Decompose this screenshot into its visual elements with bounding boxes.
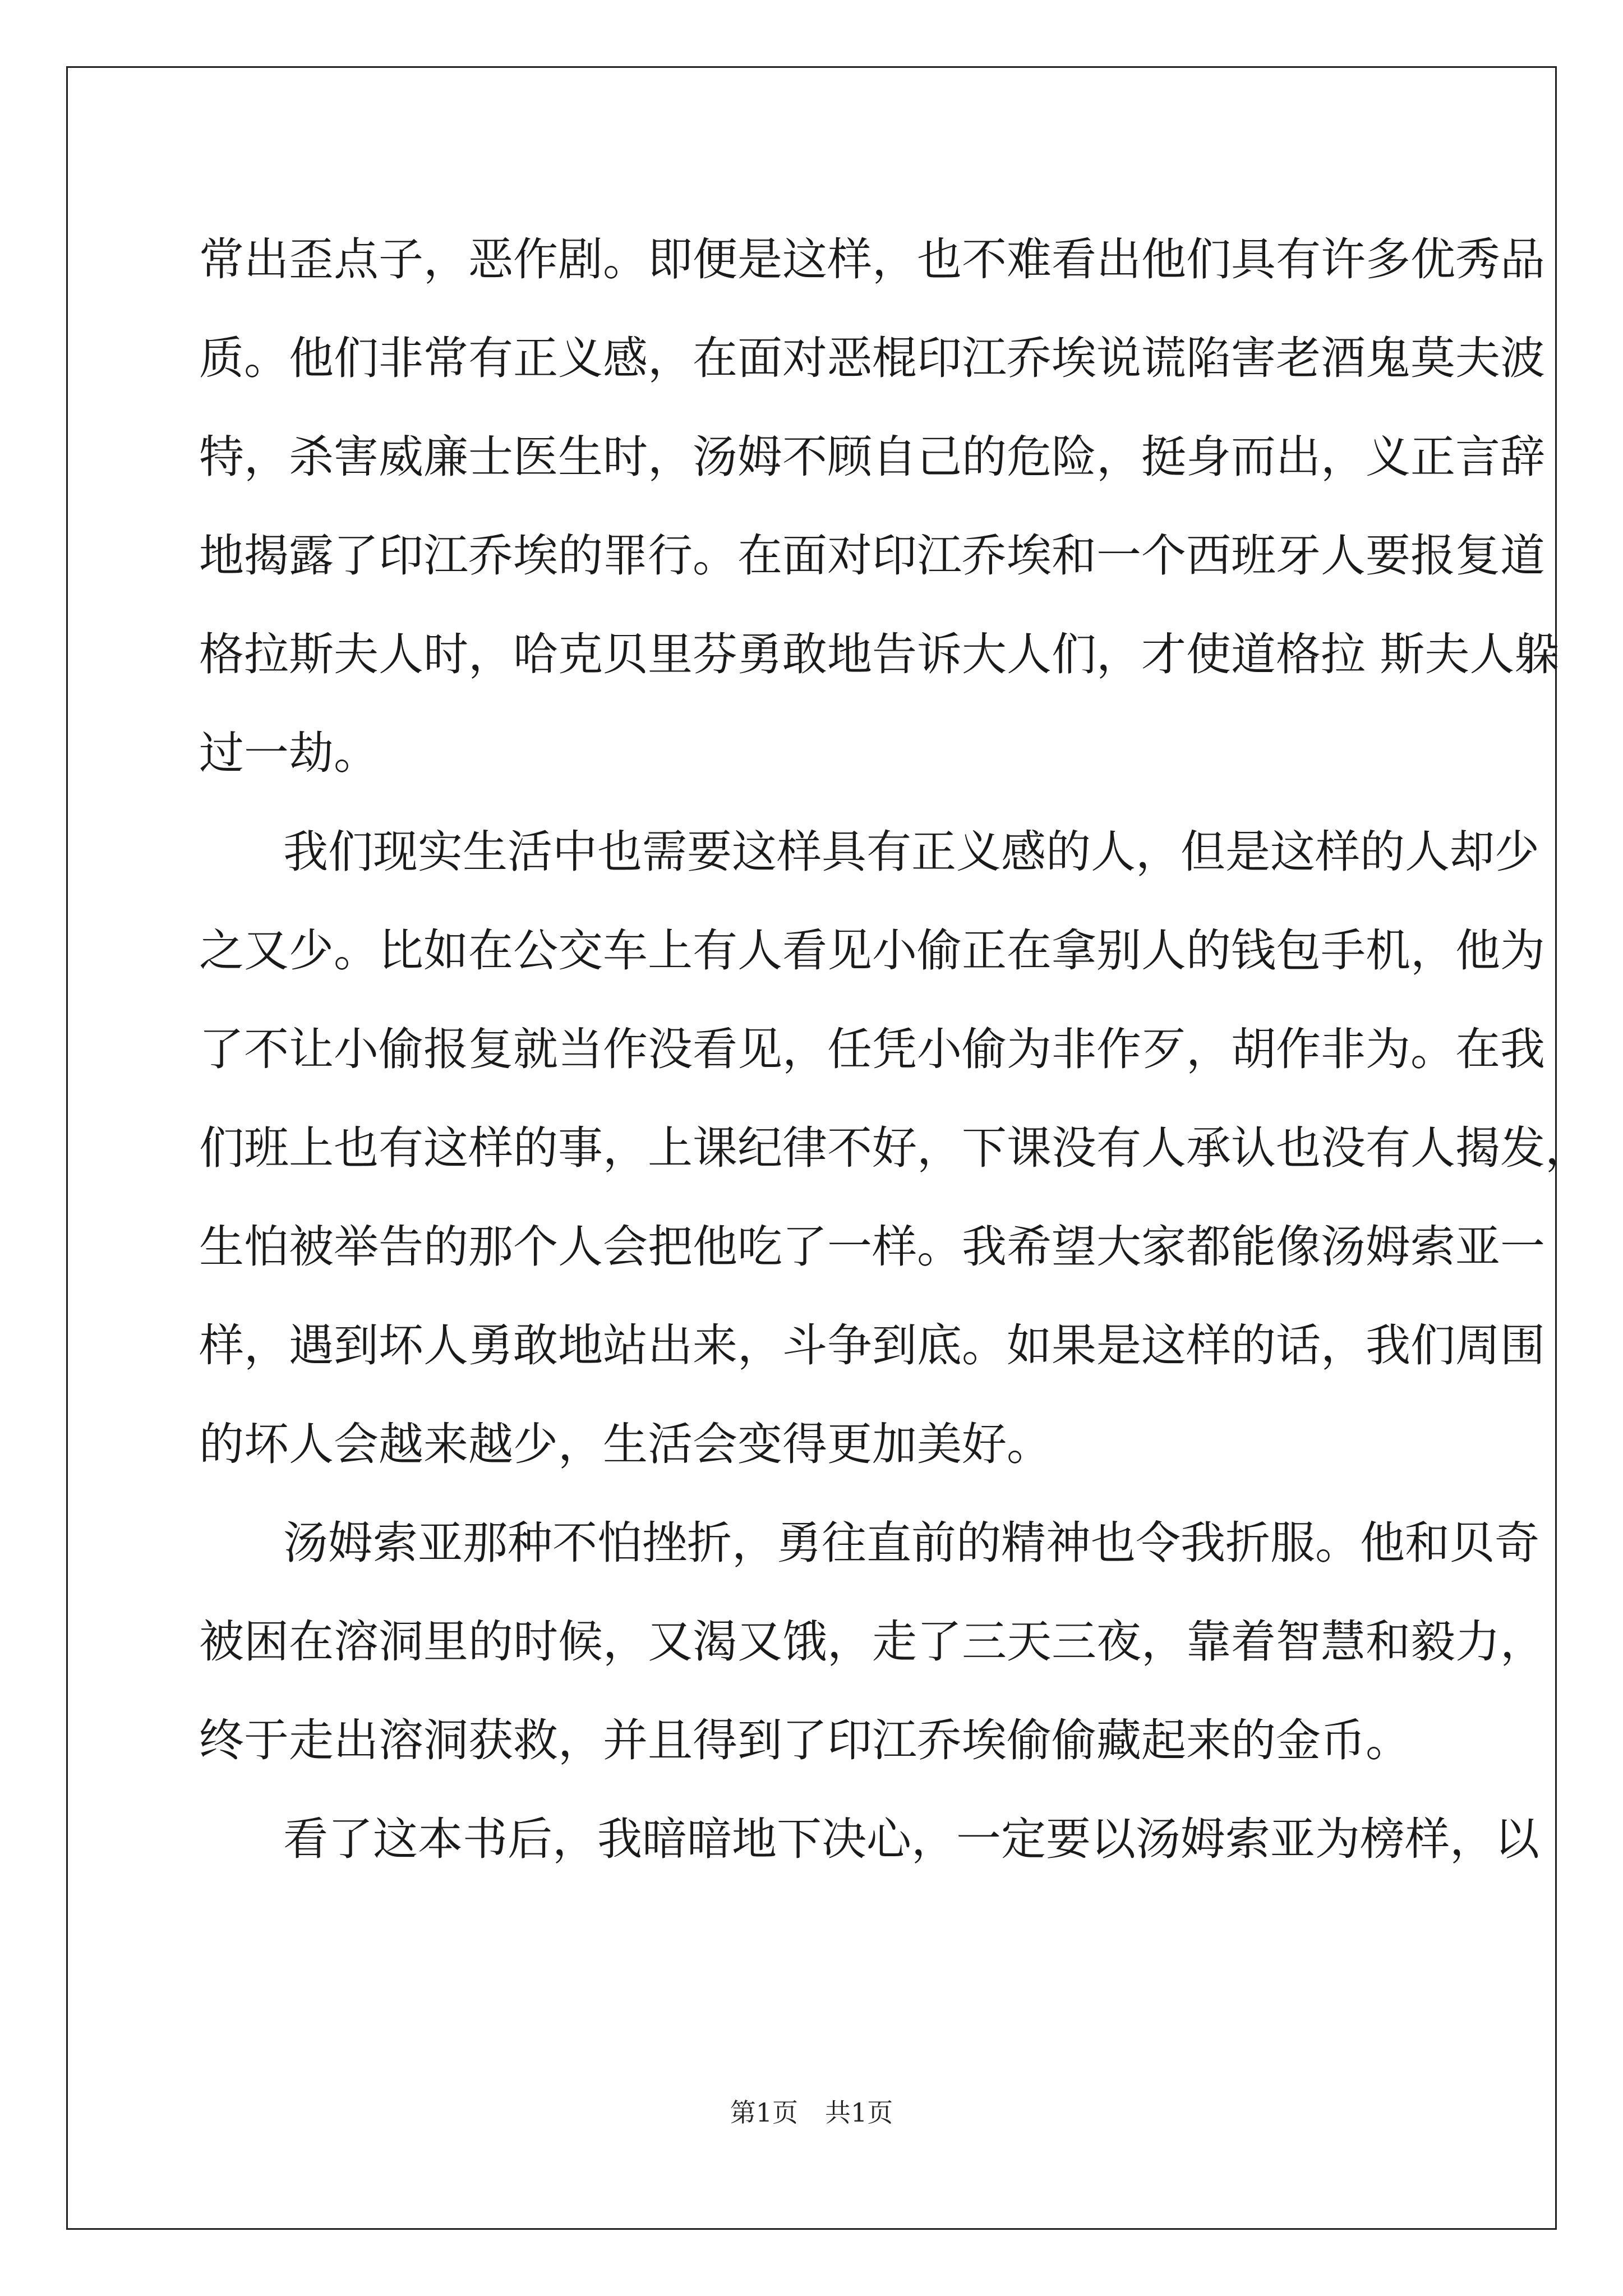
page-total: 共1页 — [825, 2097, 893, 2128]
text-line: 过一劫。 — [199, 727, 379, 779]
text-line: 之又少。比如在公交车上有人看见小偷正在拿别人的钱包手机，他为 — [199, 924, 1545, 977]
paragraph — [199, 210, 1560, 803]
text-line: 了不让小偷报复就当作没看见，任凭小偷为非作歹，胡作非为。在我 — [199, 1023, 1545, 1075]
text-line: 特，杀害威廉士医生时，汤姆不顾自己的危险，挺身而出，义正言辞 — [199, 431, 1545, 483]
text-line: 看了这本书后，我暗暗地下决心，一定要以汤姆索亚为榜样，以 — [283, 1813, 1539, 1865]
text-line: 们班上也有这样的事，上课纪律不好，下课没有人承认也没有人揭发， — [199, 1122, 1590, 1174]
text-line: 地揭露了印江乔埃的罪行。在面对印江乔埃和一个西班牙人要报复道 — [199, 530, 1545, 582]
text-line: 样，遇到坏人勇敢地站出来，斗争到底。如果是这样的话，我们周围 — [199, 1319, 1545, 1372]
paragraph — [199, 1494, 1545, 1790]
paragraph — [199, 1790, 1539, 1889]
text-line: 质。他们非常有正义感，在面对恶棍印江乔埃说谎陷害老酒鬼莫夫波 — [199, 332, 1545, 384]
text-line: 终于走出溶洞获救，并且得到了印江乔埃偷偷藏起来的金币。 — [199, 1714, 1410, 1766]
text-line: 的坏人会越来越少，生活会变得更加美好。 — [199, 1418, 1052, 1470]
text-line: 生怕被举告的那个人会把他吃了一样。我希望大家都能像汤姆索亚一 — [199, 1221, 1545, 1273]
page-footer — [0, 2092, 1623, 2129]
text-line: 被困在溶洞里的时候，又渴又饿，走了三天三夜，靠着智慧和毅力， — [199, 1616, 1545, 1668]
text-line: 常出歪点子，恶作剧。即便是这样，也不难看出他们具有许多优秀品 — [199, 233, 1545, 286]
paragraph — [199, 803, 1590, 1494]
page-number: 第1页 — [730, 2097, 798, 2128]
text-line: 我们现实生活中也需要这样具有正义感的人，但是这样的人却少 — [283, 826, 1539, 878]
document-body — [199, 210, 1590, 1889]
text-line: 汤姆索亚那种不怕挫折，勇往直前的精神也令我折服。他和贝奇 — [283, 1517, 1539, 1569]
text-line: 格拉斯夫人时，哈克贝里芬勇敢地告诉大人们，才使道格拉 斯夫人躲 — [199, 628, 1560, 680]
